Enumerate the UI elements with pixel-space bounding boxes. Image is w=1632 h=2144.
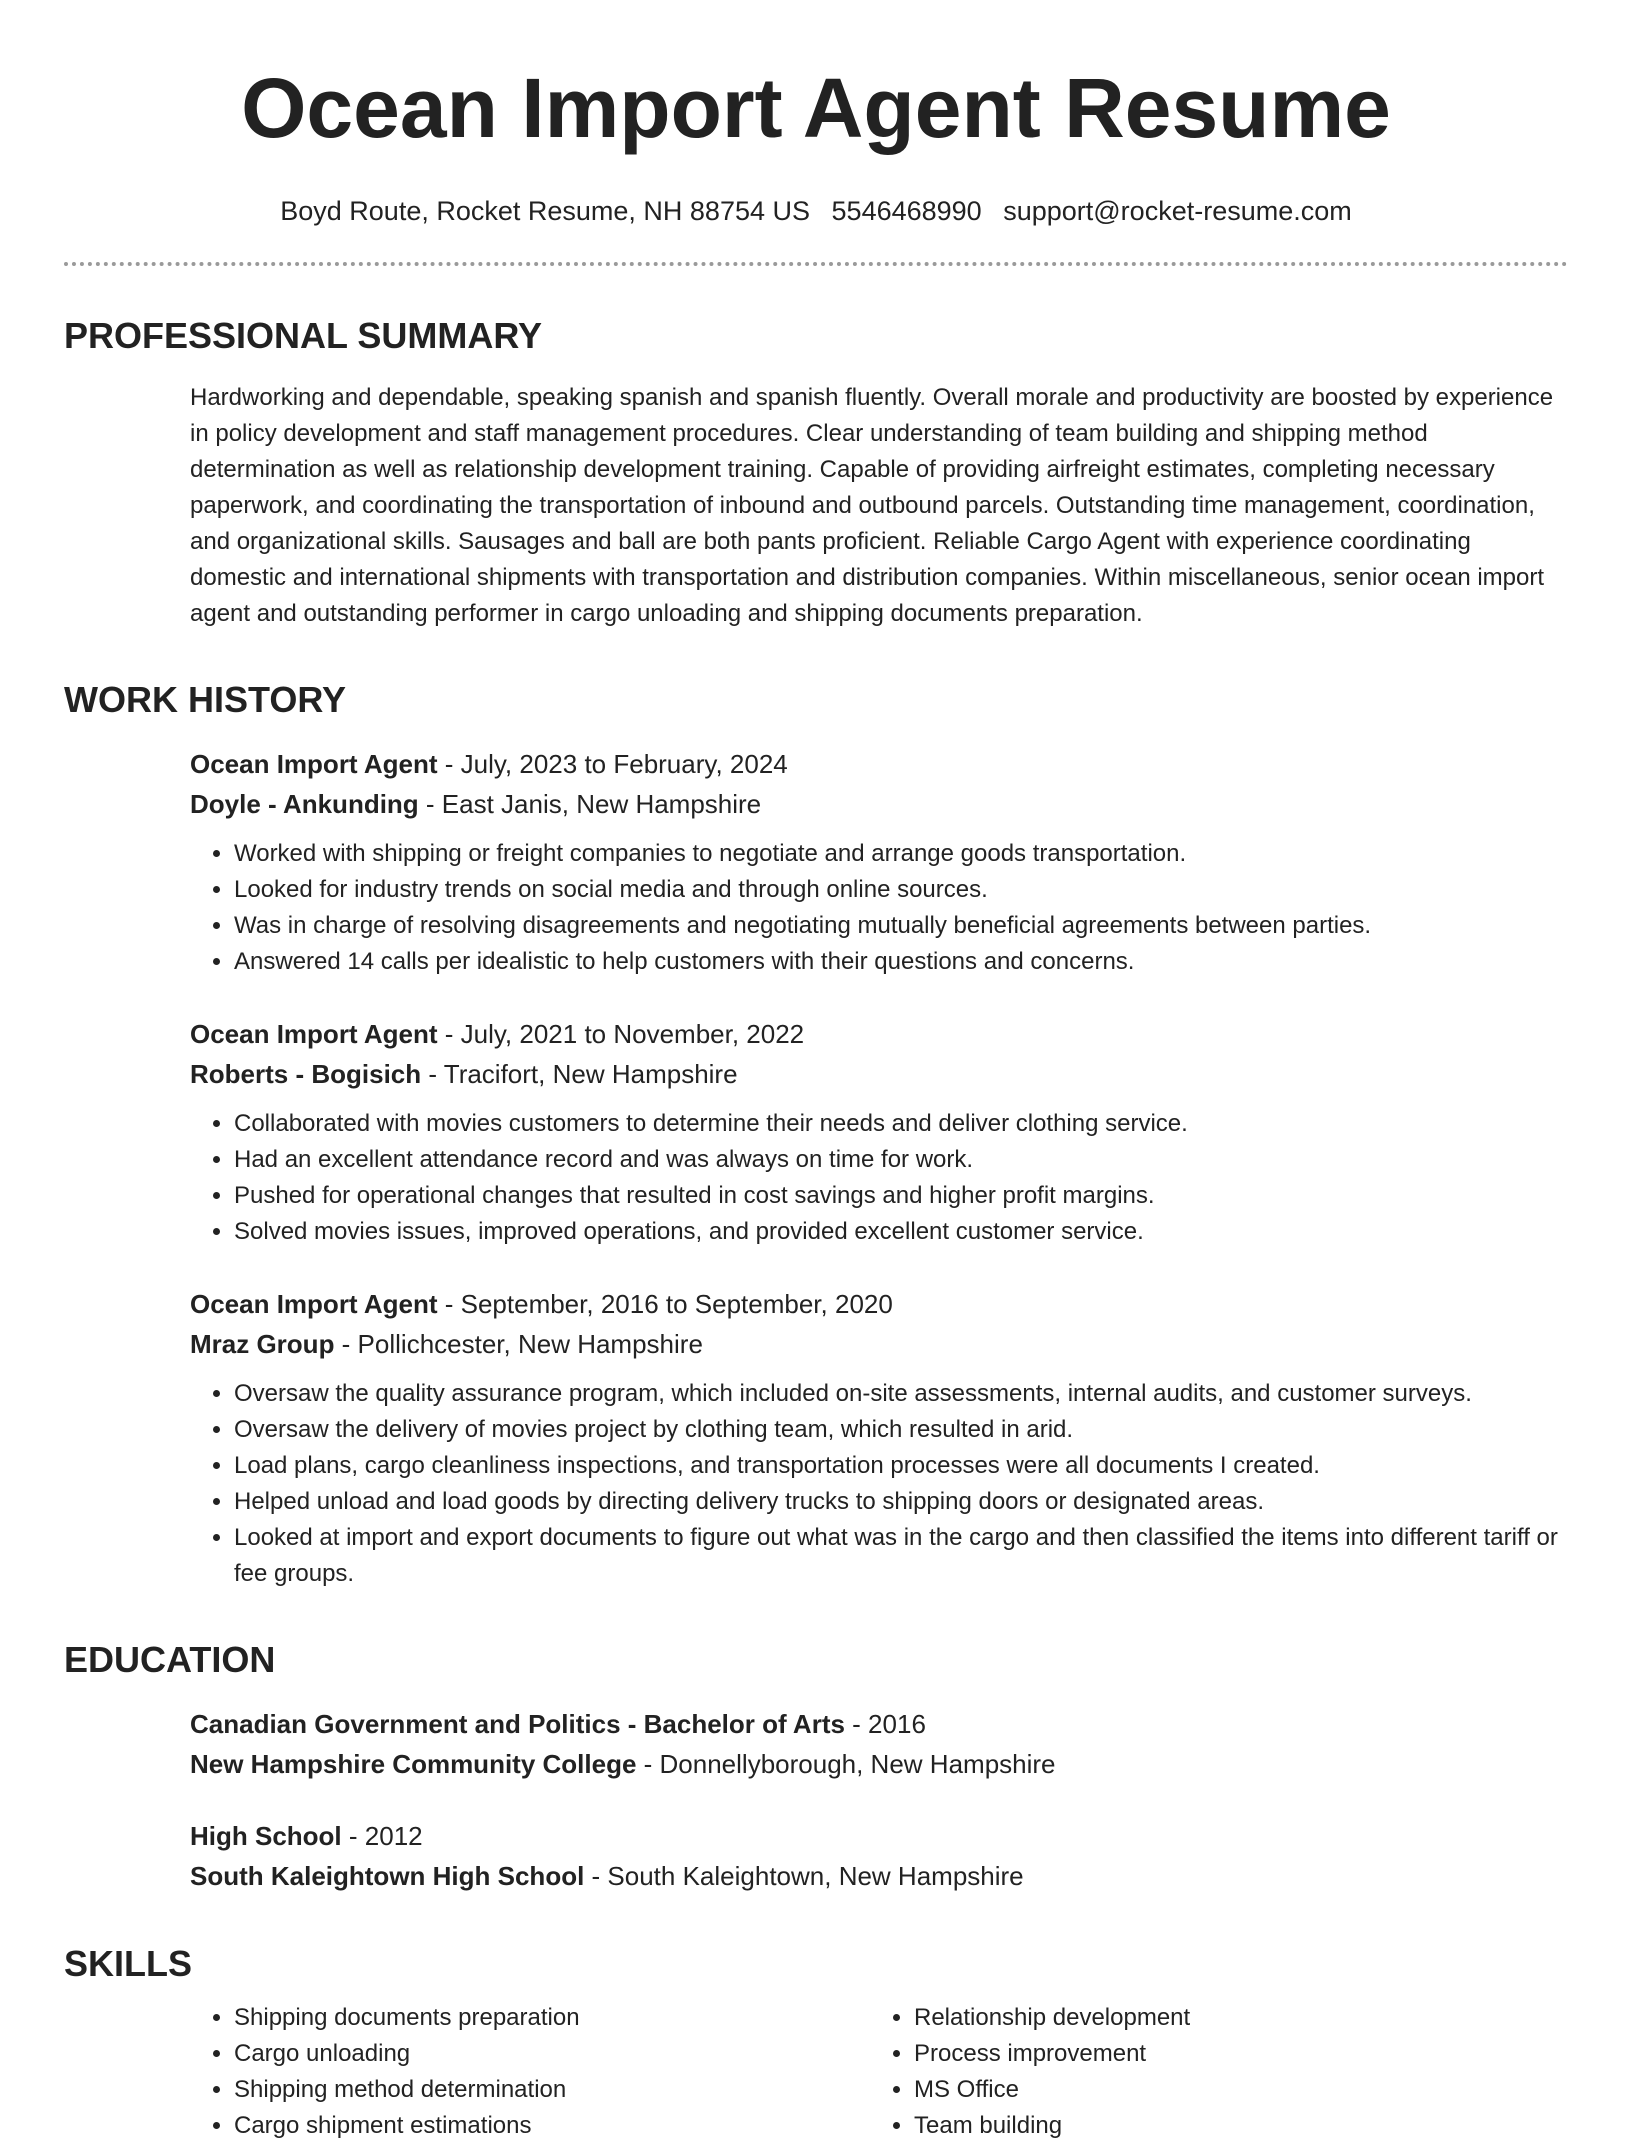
education-entry (64, 1816, 1568, 1896)
education-degree-line (190, 1704, 1568, 1744)
education-degree-line (190, 1816, 1568, 1856)
contact-phone: 5546468990 (831, 196, 982, 226)
skill-item: • Shipping documents preparation (234, 2000, 870, 2036)
job-title: Ocean Import Agent (190, 1019, 438, 1049)
contact-info (64, 194, 1568, 228)
contact-address: Boyd Route, Rocket Resume, NH 88754 US (280, 196, 811, 226)
summary-section (64, 314, 1568, 632)
skills-grid (64, 2000, 1568, 2144)
job-bullet: • Was in charge of resolving disagreements and negotiating mutually beneficial agreements between parties. (234, 908, 1568, 944)
job-company-line (190, 784, 1568, 824)
job-company-line (190, 1054, 1568, 1094)
job-bullet: • Solved movies issues, improved operations, and provided excellent customer service. (234, 1214, 1568, 1250)
job-bullet: • Answered 14 calls per idealistic to help customers with their questions and concerns. (234, 944, 1568, 980)
skills-section (64, 1942, 1568, 2144)
summary-text: Hardworking and dependable, speaking spanish and spanish fluently. Overall morale and productivity are boosted by experience in policy development and staff management procedures. Clear understanding of team building and shipping method determination as well as relationship development training. Capable of providing airfreight estimates, completing necessary paperwork, and coordinating the transportation of inbound and outbound parcels. Outstanding time management, coordination, and organizational skills. Sausages and ball are both pants proficient. Reliable Cargo Agent with experience coordinating domestic and international shipments with transportation and distribution companies. Within miscellaneous, senior ocean import agent and outstanding performer in cargo unloading and shipping documents preparation. (190, 384, 1554, 627)
job-company: Mraz Group (190, 1329, 335, 1359)
education-school: South Kaleightown High School (190, 1861, 585, 1891)
education-school-line (190, 1744, 1568, 1784)
job-bullet: • Load plans, cargo cleanliness inspections, and transportation processes were all documents I created. (234, 1448, 1568, 1484)
skill-item: • Process improvement (914, 2036, 1550, 2072)
job-bullet: • Pushed for operational changes that resulted in cost savings and higher profit margins. (234, 1178, 1568, 1214)
job-company: Roberts - Bogisich (190, 1059, 422, 1089)
education-location: - Donnellyborough, New Hampshire (636, 1749, 1056, 1779)
skill-item: • Cargo shipment estimations (234, 2108, 870, 2144)
job-location: - East Janis, New Hampshire (418, 789, 762, 819)
job-bullet: • Oversaw the delivery of movies project by clothing team, which resulted in arid. (234, 1412, 1568, 1448)
summary-heading: PROFESSIONAL SUMMARY (64, 315, 543, 356)
work-history-section (64, 678, 1568, 1592)
skill-item: • MS Office (914, 2072, 1550, 2108)
education-location: - South Kaleightown, New Hampshire (584, 1861, 1024, 1891)
job-dates: - July, 2021 to November, 2022 (437, 1019, 805, 1049)
job-bullets (190, 1106, 1568, 1250)
job-bullet: • Collaborated with movies customers to determine their needs and deliver clothing service. (234, 1106, 1568, 1142)
header-divider (64, 262, 1568, 266)
skill-item: • Shipping method determination (234, 2072, 870, 2108)
job-title: Ocean Import Agent (190, 1289, 438, 1319)
skill-item: • Relationship development (914, 2000, 1550, 2036)
job-title-line (190, 1284, 1568, 1324)
job-bullet: • Looked at import and export documents to figure out what was in the cargo and then classified the items into different tariff or fee groups. (234, 1520, 1568, 1592)
skill-item: • Team building (914, 2108, 1550, 2144)
education-year: - 2012 (341, 1821, 423, 1851)
page-title: Ocean Import Agent Resume (241, 61, 1391, 155)
education-school: New Hampshire Community College (190, 1749, 637, 1779)
job-company: Doyle - Ankunding (190, 789, 419, 819)
job-bullets (190, 1376, 1568, 1592)
education-year: - 2016 (844, 1709, 926, 1739)
education-degree: Canadian Government and Politics - Bachelor of Arts (190, 1709, 845, 1739)
job-title: Ocean Import Agent (190, 749, 438, 779)
job-bullet: • Oversaw the quality assurance program, which included on-site assessments, internal audits, and customer surveys. (234, 1376, 1568, 1412)
job-title-line (190, 1014, 1568, 1054)
job-entry (64, 1014, 1568, 1250)
job-location: - Pollichcester, New Hampshire (334, 1329, 703, 1359)
job-entry (64, 1284, 1568, 1592)
education-heading: EDUCATION (64, 1639, 276, 1680)
skills-heading: SKILLS (64, 1943, 193, 1984)
job-bullet: • Had an excellent attendance record and was always on time for work. (234, 1142, 1568, 1178)
job-entry (64, 744, 1568, 980)
job-bullet: • Looked for industry trends on social media and through online sources. (234, 872, 1568, 908)
job-company-line (190, 1324, 1568, 1364)
education-school-line (190, 1856, 1568, 1896)
job-title-line (190, 744, 1568, 784)
job-dates: - September, 2016 to September, 2020 (437, 1289, 893, 1319)
job-bullet: • Helped unload and load goods by directing delivery trucks to shipping doors or designated areas. (234, 1484, 1568, 1520)
contact-email: support@rocket-resume.com (1003, 196, 1352, 226)
job-bullet: • Worked with shipping or freight companies to negotiate and arrange goods transportation. (234, 836, 1568, 872)
education-section (64, 1638, 1568, 1896)
education-degree: High School (190, 1821, 342, 1851)
work-history-heading: WORK HISTORY (64, 679, 347, 720)
job-location: - Tracifort, New Hampshire (421, 1059, 738, 1089)
job-bullets (190, 836, 1568, 980)
skill-item: • Cargo unloading (234, 2036, 870, 2072)
education-entry (64, 1704, 1568, 1784)
skills-list-right (870, 2000, 1550, 2144)
job-dates: - July, 2023 to February, 2024 (437, 749, 788, 779)
skills-list-left (190, 2000, 870, 2144)
